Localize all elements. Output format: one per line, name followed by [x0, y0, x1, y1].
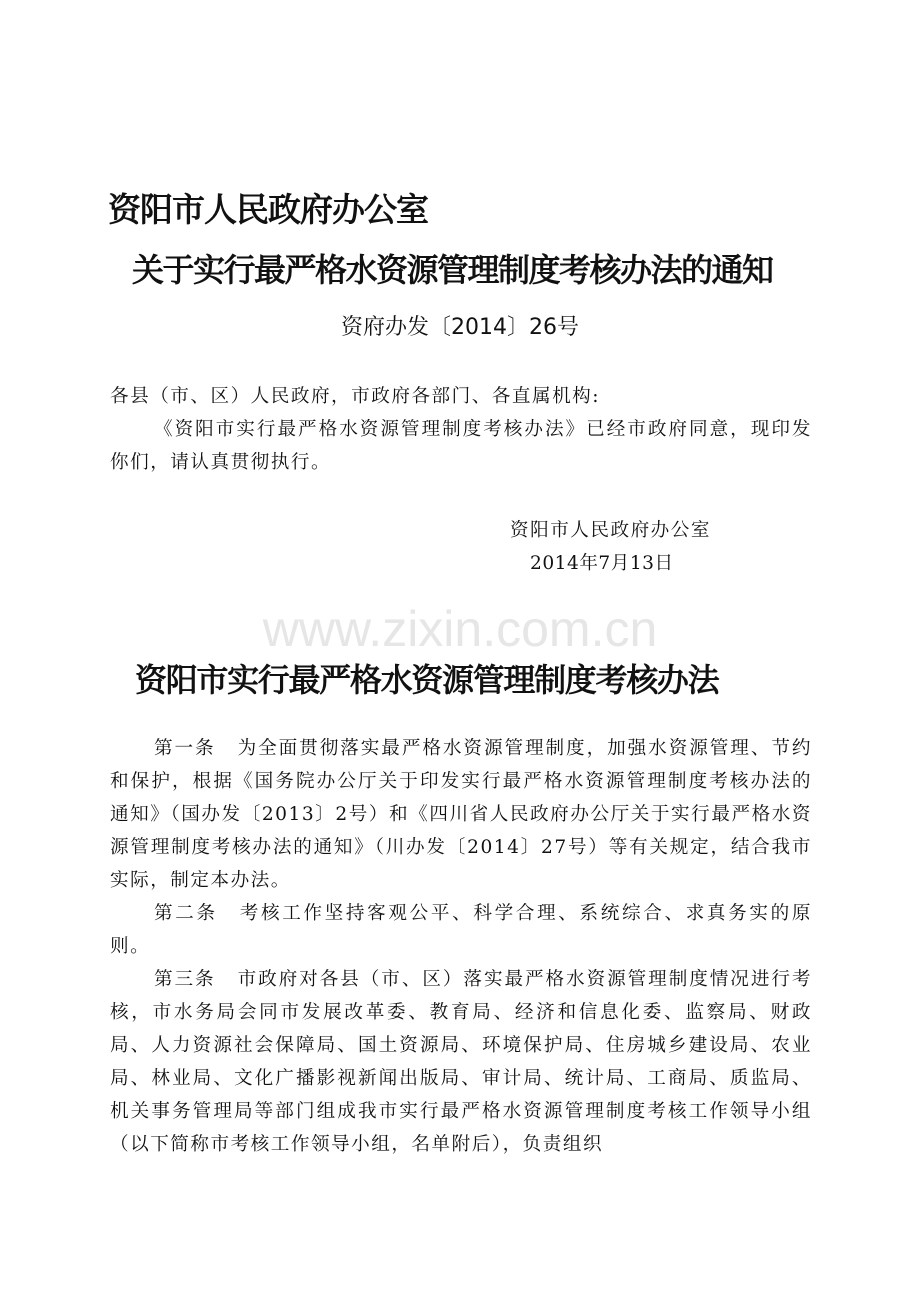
signature-date: 2014年7月13日: [530, 553, 674, 574]
article-paragraph: [110, 732, 812, 897]
document-number: 资府办发〔2014〕26号: [341, 315, 579, 340]
notice-title-issuer: 资阳市人民政府办公室: [108, 190, 428, 229]
article-paragraph: [110, 963, 812, 1161]
article-label: 第一条: [154, 738, 216, 759]
signature-block: [510, 514, 750, 580]
articles-section: [110, 732, 812, 1161]
article-text: 为全面贯彻落实最严格水资源管理制度，加强水资源管理、节约和保护，根据《国务院办公厅关于印发实行最严格水资源管理制度考核办法的通知》（国办发〔2013〕2号）和《四川省人民政府办公厅关于实行最严格水资源管理制度考核办法的通知》（川办发〔2014〕27号）等有关规定，结合我市实际，制定本办法。: [110, 738, 812, 891]
addressee-line: 各县（市、区）人民政府，市政府各部门、各直属机构:: [110, 386, 601, 407]
article-label: 第二条: [154, 903, 218, 924]
measures-title: 资阳市实行最严格水资源管理制度考核办法: [135, 661, 719, 699]
article-text: 市政府对各县（市、区）落实最严格水资源管理制度情况进行考核，市水务局会同市发展改革委、教育局、经济和信息化委、监察局、财政局、人力资源社会保障局、国土资源局、环境保护局、住房城乡建设局、农业局、林业局、文化广播影视新闻出版局、审计局、统计局、工商局、质监局、机关事务管理局等部门组成我市实行最严格水资源管理制度考核工作领导小组（以下简称市考核工作领导小组，名单附后），负责组织: [110, 969, 812, 1155]
signature-issuer: 资阳市人民政府办公室: [510, 520, 711, 541]
article-paragraph: [110, 897, 812, 963]
article-label: 第三条: [154, 969, 216, 990]
article-text: 考核工作坚持客观公平、科学合理、系统综合、求真务实的原则。: [110, 903, 812, 957]
notice-title-subject: 关于实行最严格水资源管理制度考核办法的通知: [132, 251, 773, 289]
watermark-text: www.zixin.com.cn: [262, 601, 658, 657]
notice-intro-paragraph: 《资阳市实行最严格水资源管理制度考核办法》已经市政府同意，现印发你们，请认真贯彻执行。: [110, 419, 812, 473]
